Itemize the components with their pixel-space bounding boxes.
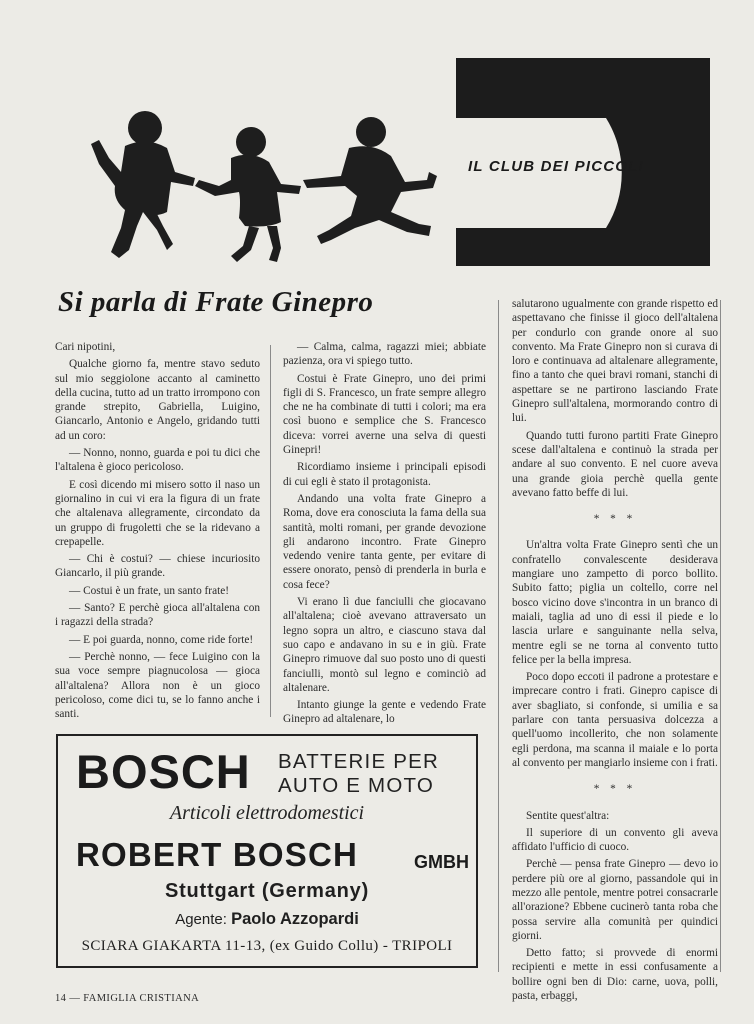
paragraph: — Perchè nonno, — fece Luigino con la sua voce sempre piagnucolosa — gioca all'altalena? Allora non è un gioco pericoloso, come dici tu, se lo fanno anche i santi.	[55, 650, 260, 721]
paragraph: Vi erano lì due fanciulli che giocavano all'altalena; cioè avevano attraversato un legno sopra un altro, e ciascuno stava dal suo capo e andavano in su e in giù. Frate Ginepro rimuove dal suo posto uno di questi fanciulli, montò sul legno e cominciò ad altalenare.	[283, 596, 486, 694]
paragraph: — Chi è costui? — chiese incuriosito Giancarlo, il più grande.	[55, 553, 260, 580]
paragraph: — Costui è un frate, un santo frate!	[69, 584, 229, 597]
paragraph: Cari nipotini,	[55, 341, 116, 353]
ad-product-line: AUTO E MOTO	[278, 774, 434, 797]
ad-articles: Articoli elettrodomestici	[169, 802, 365, 824]
article-headline: Si parla di Frate Ginepro	[58, 286, 374, 318]
ad-agent-name: Paolo Azzopardi	[231, 910, 359, 928]
paragraph: — E poi guarda, nonno, come ride forte!	[69, 633, 254, 646]
ad-agent-label: Agente:	[175, 911, 227, 928]
ad-city: Stuttgart (Germany)	[164, 880, 370, 902]
paragraph: Poco dopo eccoti il padrone a protestare e imprecare contro i frati. Ginepro capisce di aver sbagliato, si confonde, si umilia e sa parlare con tanta persuasiva dolcezza a quell'uomo incollerito, che non solamente egli perdona, ma scanna il maiale e lo porta al convento per mangiarlo insieme con i frati.	[512, 671, 718, 769]
ad-agent	[58, 910, 476, 929]
article-column-2	[283, 340, 486, 727]
ad-company: ROBERT BOSCH	[76, 836, 359, 873]
column-divider	[498, 300, 499, 972]
page-footer: 14 — FAMIGLIA CRISTIANA	[55, 993, 200, 1004]
paragraph: Ricordiamo insieme i principali episodi di cui egli è stato il protagonista.	[283, 461, 486, 488]
club-label: IL CLUB DEI PICCOLI	[468, 158, 644, 175]
paragraph: Il superiore di un convento gli aveva affidato l'ufficio di cuoco.	[512, 826, 718, 854]
paragraph: Sentite quest'altra:	[526, 809, 610, 822]
paragraph: Perchè — pensa frate Ginepro — devo io perdere più ore al giorno, passandole qui in mezzo alle pentole, mentre potrei consacrarle all'orazione? Ebbene cucinerò tanta roba che possa servire alla comunità per quindici giorni.	[512, 858, 718, 942]
ad-product	[278, 750, 468, 798]
paragraph: E così dicendo mi misero sotto il naso un giornalino in cui vi era la figura di un frate che altalenava allegramente, circondato da un gruppo di frugoletti che se la ridevano a crepapelle.	[55, 478, 260, 548]
paragraph: — Nonno, nonno, guarda e poi tu dici che l'altalena è gioco pericoloso.	[55, 447, 260, 474]
ad-company-suffix: GMBH	[414, 852, 469, 872]
article-column-3	[512, 297, 718, 1003]
paragraph: Un'altra volta Frate Ginepro sentì che un confratello convalescente desiderava mangiare uno zampetto di porco bollito. Subito fatto; piglia un coltello, corre nel bosco vicino dove s'incontra in un branco di maiali, taglia ad uno di essi il piede e lo lascia urlare e sanguinante nella selva, mentre egli se ne torna al convento tutto felice per la bella impresa.	[512, 539, 718, 666]
paragraph: — Calma, calma, ragazzi miei; abbiate pazienza, ora vi spiego tutto.	[283, 341, 486, 368]
paragraph: salutarono ugualmente con grande rispetto ed aspettavano che finisse il gioco dell'altalena per condurlo con grande onore al suo convento. Ma Frate Ginepro non si curava di loro e continuava ad altalenare allegramente, fino a tanto che quei bravi romani, stanchi di aspettare se ne partirono lasciando Frate Ginepro sull'altalena, mormorando contro di lui.	[512, 298, 718, 425]
children-silhouettes-illustration	[55, 100, 475, 270]
paragraph: — Santo? E perchè gioca all'altalena con i ragazzi della strada?	[55, 602, 260, 629]
paragraph: Andando una volta frate Ginepro a Roma, dove era conosciuta la fama della sua santità, molti romani, per grande devozione gli andarono incontro. Frate Ginepro vedendo venire tanta gente, per evitare di essere onorato, pensò di prenderla in burla e cosa fece?	[283, 492, 486, 591]
bosch-advertisement	[56, 734, 478, 968]
ad-product-line: BATTERIE PER	[278, 750, 439, 773]
paragraph: Qualche giorno fa, mentre stavo seduto sul mio seggiolone accanto al caminetto della cucina, tutto ad un tratto irrompono con grande strepito, Gabriella, Luigino, Giancarlo, Antonio e Angelo, gridando tutti ad un coro:	[55, 358, 260, 442]
paragraph: Detto fatto; si provvede di enormi recipienti e mette in essi confusamente a bollire ogni ben di Dio: carne, uova, polli, pasta, erbaggi,	[512, 947, 718, 1003]
ad-address: SCIARA GIAKARTA 11-13, (ex Guido Collu) - TRIPOLI	[81, 938, 453, 954]
paragraph: Quando tutti furono partiti Frate Ginepro scese dall'altalena e continuò la strada per andare al suo convento. E nel cuore aveva una grande gioia perchè quella gente avevano fatto beffe di lui.	[512, 429, 718, 499]
paragraph: Intanto giunge la gente e vedendo Frate Ginepro ad altalenare, lo	[283, 699, 486, 726]
paragraph: Costui è Frate Ginepro, uno dei primi figli di S. Francesco, un frate sempre allegro che ne ha combinate di tutti i colori; ma era così buono e semplice che S. Francesco diceva: vorrei averne una selva di questi Ginepri!	[283, 372, 486, 457]
section-separator: * * *	[593, 783, 637, 796]
column-divider	[720, 300, 721, 972]
article-column-1	[55, 340, 260, 721]
section-separator: * * *	[593, 513, 637, 526]
column-divider	[270, 345, 271, 717]
ad-brand: BOSCH	[76, 745, 251, 798]
